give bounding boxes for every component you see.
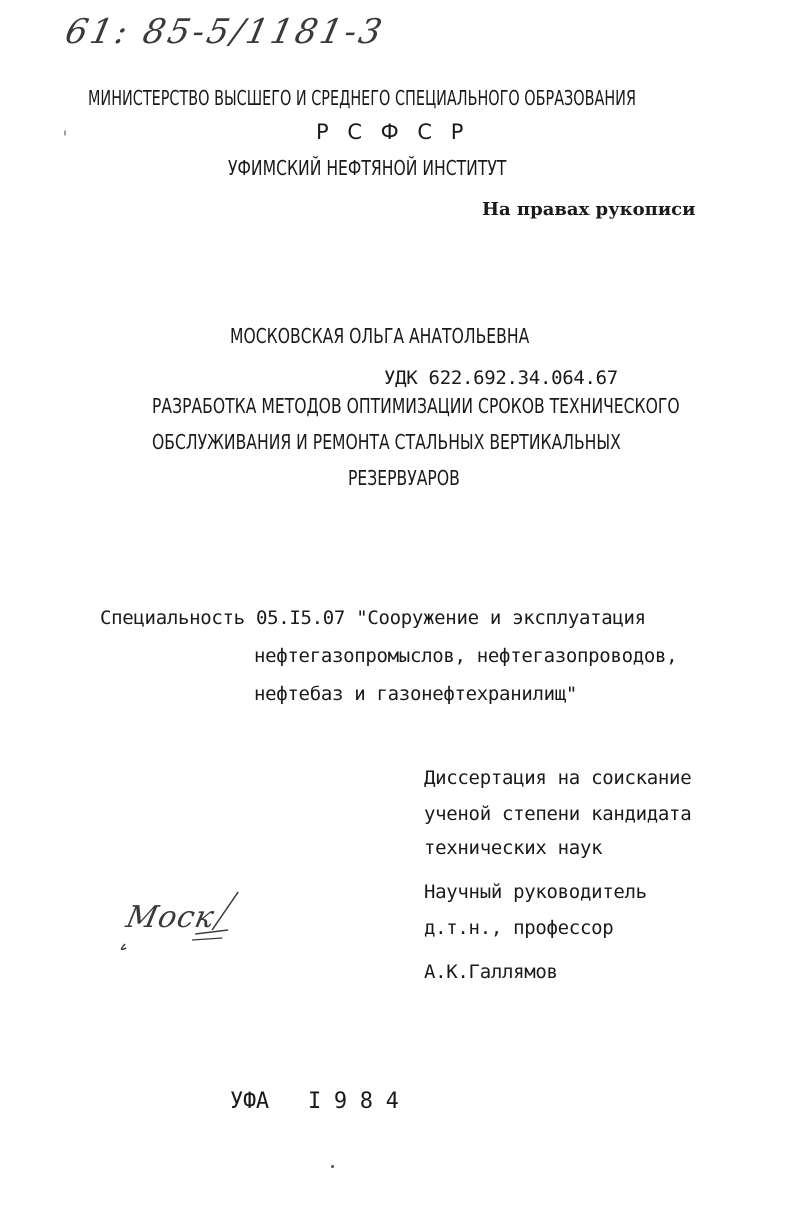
- bottom-speck: [331, 1165, 334, 1168]
- rights-note: На правах рукописи: [482, 199, 696, 220]
- dissertation-line-3: технических наук: [424, 837, 603, 859]
- ministry-line: МИНИСТЕРСТВО ВЫСШЕГО И СРЕДНЕГО СПЕЦИАЛЬНОГО ОБРАЗОВАНИЯ: [88, 86, 636, 110]
- supervisor-line-2: д.т.н., профессор: [424, 917, 614, 939]
- signature-text: Моск: [123, 900, 218, 935]
- footer-year: I 9 8 4: [308, 1089, 399, 1114]
- specialty-line-1: Специальность 05.I5.07 "Сооружение и эксплуатация: [100, 607, 646, 629]
- specialty-line-2: нефтегазопромыслов, нефтегазопроводов,: [254, 645, 678, 667]
- supervisor-line-1: Научный руководитель: [424, 881, 647, 903]
- title-line-3: РЕЗЕРВУАРОВ: [348, 466, 460, 490]
- title-line-1: РАЗРАБОТКА МЕТОДОВ ОПТИМИЗАЦИИ СРОКОВ ТЕХНИЧЕСКОГО: [152, 394, 680, 418]
- archive-mark: 61: 85-5/1181-3: [61, 12, 389, 52]
- author-name: МОСКОВСКАЯ ОЛЬГА АНАТОЛЬЕВНА: [230, 324, 530, 348]
- footer-city: УФА: [230, 1089, 269, 1114]
- dissertation-line-1: Диссертация на соискание: [424, 767, 692, 789]
- institute-line: УФИМСКИЙ НЕФТЯНОЙ ИНСТИТУТ: [228, 156, 507, 180]
- signature-flourish-icon: [115, 886, 260, 956]
- udk-code: УДК 622.692.34.064.67: [384, 367, 618, 389]
- republic-line: Р С Ф С Р: [316, 120, 470, 144]
- specialty-line-3: нефтебаз и газонефтехранилищ": [254, 683, 578, 705]
- title-line-2: ОБСЛУЖИВАНИЯ И РЕМОНТА СТАЛЬНЫХ ВЕРТИКАЛЬНЫХ: [152, 430, 621, 454]
- margin-speck: [64, 130, 66, 136]
- handwritten-signature: [115, 886, 260, 956]
- dissertation-line-2: ученой степени кандидата: [424, 803, 692, 825]
- supervisor-line-3: А.К.Галлямов: [424, 961, 558, 983]
